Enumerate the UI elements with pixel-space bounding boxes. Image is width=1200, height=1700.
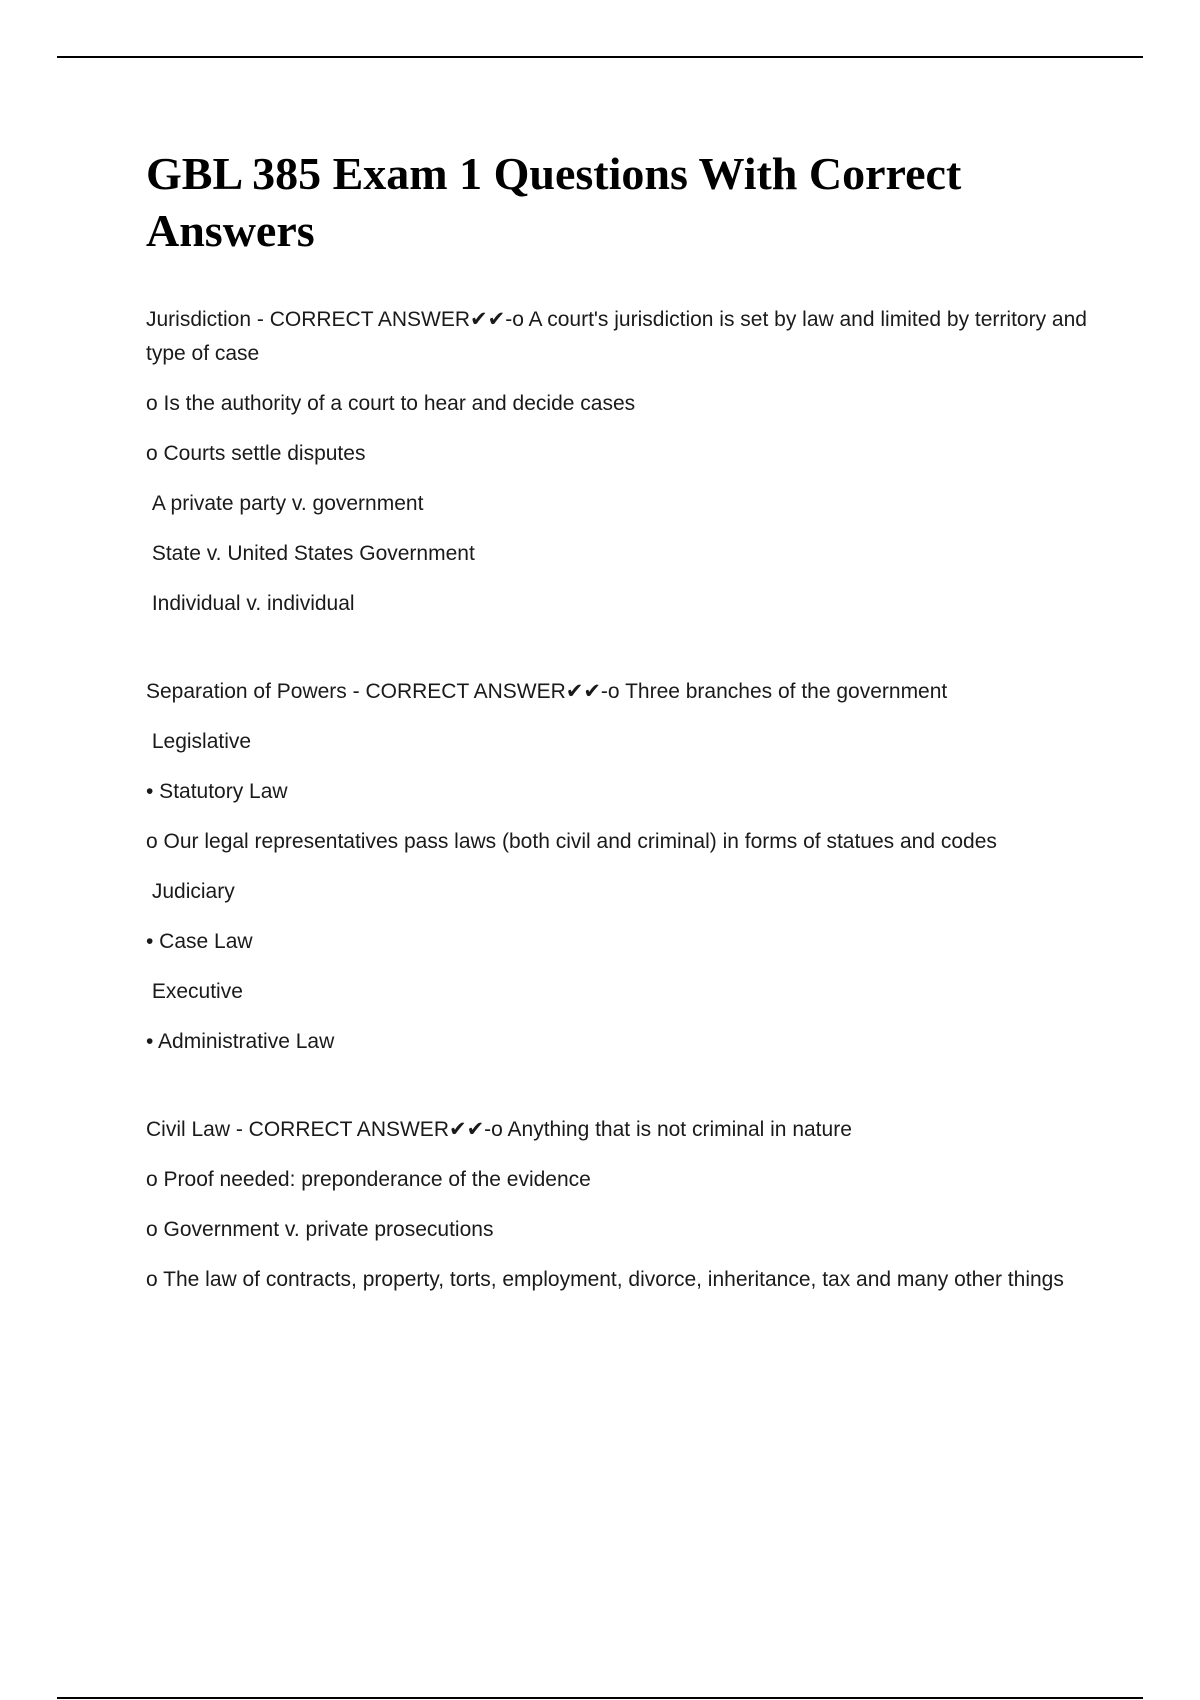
question-answer-line: Civil Law - CORRECT ANSWER✔✔-o Anything that is not criminal in nature (146, 1118, 852, 1141)
qa-section (146, 675, 1096, 1059)
answer-detail-line: • Statutory Law (146, 780, 288, 803)
footer-rule (57, 1697, 1143, 1699)
answer-detail-line: Legislative (146, 730, 252, 753)
header-rule (57, 56, 1143, 58)
question-answer-line: Separation of Powers - CORRECT ANSWER✔✔-o Three branches of the government (146, 680, 948, 703)
answer-detail-line: o Courts settle disputes (146, 442, 366, 465)
answer-detail-line: Executive (146, 980, 243, 1003)
answer-detail-line: o Our legal representatives pass laws (both civil and criminal) in forms of statues and codes (146, 830, 997, 853)
document-title: GBL 385 Exam 1 Questions With Correct Answers (146, 148, 962, 256)
answer-detail-line: • Case Law (146, 930, 253, 953)
answer-detail-line: o Government v. private prosecutions (146, 1218, 494, 1241)
qa-section (146, 1113, 1096, 1297)
answer-detail-line: Judiciary (146, 880, 235, 903)
answer-detail-line: State v. United States Government (146, 542, 475, 565)
question-answer-line: Jurisdiction - CORRECT ANSWER✔✔-o A court's jurisdiction is set by law and limited by territory and type of case (146, 308, 1093, 365)
answer-detail-line: A private party v. government (146, 492, 424, 515)
document-body (146, 145, 1096, 1351)
qa-sections (146, 303, 1096, 1297)
answer-detail-line: • Administrative Law (146, 1030, 335, 1053)
qa-section (146, 303, 1096, 621)
answer-detail-line: o Is the authority of a court to hear and decide cases (146, 392, 636, 415)
answer-detail-line: Individual v. individual (146, 592, 355, 615)
answer-detail-line: o Proof needed: preponderance of the evidence (146, 1168, 591, 1191)
answer-detail-line: o The law of contracts, property, torts, employment, divorce, inheritance, tax and many other things (146, 1268, 1064, 1291)
